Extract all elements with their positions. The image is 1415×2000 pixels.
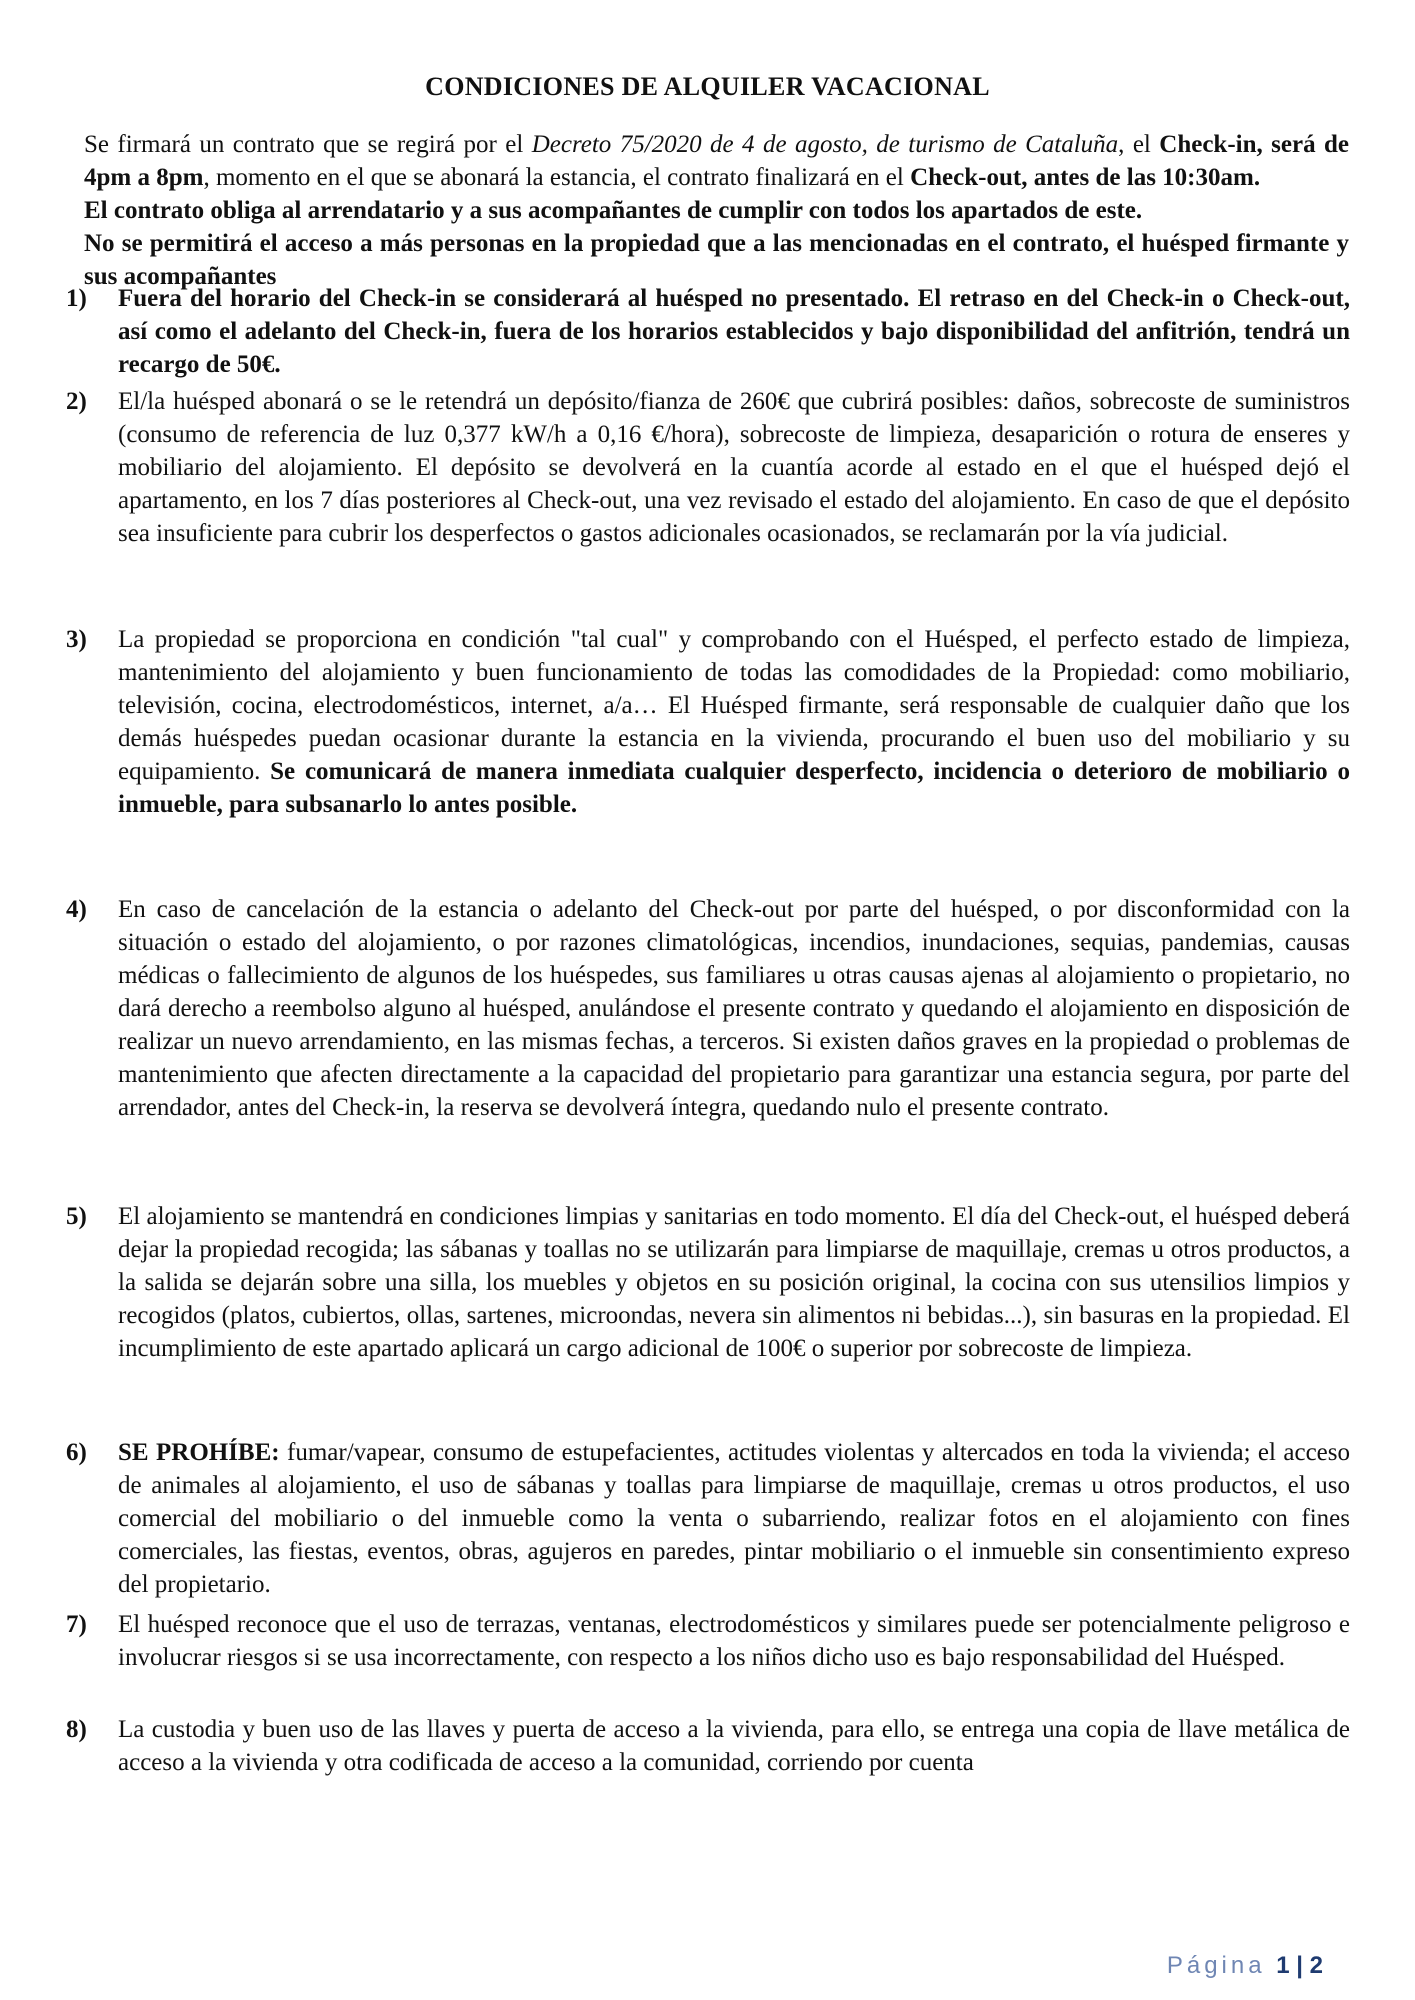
intro-access: No se permitirá el acceso a más personas en la propiedad que a las mencionadas en el contrato, el huésped firmante y sus acompañantes [84,230,1349,290]
intro-paragraph [84,128,1349,293]
intro-obligation: El contrato obliga al arrendatario y a sus acompañantes de cumplir con todos los apartados de este. [84,197,1143,224]
clause-bold-text: Se comunicará de manera inmediata cualquier desperfecto, incidencia o deterioro de mobiliario o inmueble, para subsanarlo lo antes posible. [118,758,1350,818]
clause-text [118,623,1350,821]
intro-line-1 [84,128,1349,194]
clause-bold-text: Fuera del horario del Check-in se considerará al huésped no presentado. El retraso en del Check-in o Check-out, así como el adelanto del Check-in, fuera de los horarios establecidos y bajo disponibilidad del anfitrión, tendrá un recargo de 50€. [118,285,1350,378]
clause-bold-lead: SE PROHÍBE: [118,1439,280,1466]
clause-text [118,1436,1350,1601]
intro-text: , el [1118,131,1160,158]
clause-number: 1) [66,285,87,312]
clause-number: 7) [66,1611,87,1638]
checkout-time: Check-out, antes de las 10:30am. [910,164,1261,191]
clause-text [118,282,1350,381]
clause-plain-text: fumar/vapear, consumo de estupefacientes, actitudes violentas y altercados en toda la vivienda; el acceso de animales al alojamiento, el uso de sábanas y toallas para limpiarse de maquillaje, cremas u otros productos, el uso comercial del mobiliario o del inmueble como la venta o subarriendo, realizar fotos en el alojamiento con fines comerciales, las fiestas, eventos, obras, agujeros en paredes, pintar mobiliario o el inmueble sin consentimiento expreso del propietario. [118,1439,1350,1598]
checkin-time: Check-in, será de 4pm a 8pm [84,131,1349,191]
clause-text: El huésped reconoce que el uso de terrazas, ventanas, electrodomésticos y similares puede ser potencialmente peligroso e involucrar riesgos si se usa incorrectamente, con respecto a los niños dicho uso es bajo responsabilidad del Huésped. [118,1611,1350,1671]
page-label: Página [1166,1952,1266,1979]
page-footer [1167,1952,1323,1980]
document-title: CONDICIONES DE ALQUILER VACACIONAL [425,72,990,101]
clause-number: 4) [66,896,87,923]
clause-text: El alojamiento se mantendrá en condiciones limpias y sanitarias en todo momento. El día del Check-out, el huésped deberá dejar la propiedad recogida; las sábanas y toallas no se utilizarán para limpiarse de maquillaje, cremas u otros productos, a la salida se dejarán sobre una silla, los muebles y objetos en su posición original, la cocina con sus utensilios limpios y recogidos (platos, cubiertos, ollas, sartenes, microondas, nevera sin alimentos ni bebidas...), sin basuras en la propiedad. El incumplimiento de este apartado aplicará un cargo adicional de 100€ o superior por sobrecoste de limpieza. [118,1203,1350,1362]
intro-text: , momento en el que se abonará la estancia, el contrato finalizará en el [203,164,911,191]
clause-number: 8) [66,1716,87,1743]
clause-number: 6) [66,1439,87,1466]
intro-text: Se firmará un contrato que se regirá por el [84,131,532,158]
clause-number: 3) [66,626,87,653]
clause-text: El/la huésped abonará o se le retendrá un depósito/fianza de 260€ que cubrirá posibles: daños, sobrecoste de suministros (consumo de referencia de luz 0,377 kW/h a 0,16 €/hora), sobrecoste de limpieza, desaparición o rotura de enseres y mobiliario del alojamiento. El depósito se devolverá en la cuantía acorde al estado en el que el huésped dejó el apartamento, en los 7 días posteriores al Check-out, una vez revisado el estado del alojamiento. En caso de que el depósito sea insuficiente para cubrir los desperfectos o gastos adicionales ocasionados, se reclamarán por la vía judicial. [118,388,1350,547]
clause-text: En caso de cancelación de la estancia o adelanto del Check-out por parte del huésped, o por disconformidad con la situación o estado del alojamiento, o por razones climatológicas, incendios, inundaciones, sequias, pandemias, causas médicas o fallecimiento de algunos de los huéspedes, sus familiares u otras causas ajenas al alojamiento o propietario, no dará derecho a reembolso alguno al huésped, anulándose el presente contrato y quedando el alojamiento en disposición de realizar un nuevo arrendamiento, en las mismas fechas, a terceros. Si existen daños graves en la propiedad o problemas de mantenimiento que afecten directamente a la capacidad del propietario para garantizar una estancia segura, por parte del arrendador, antes del Check-in, la reserva se devolverá íntegra, quedando nulo el presente contrato. [118,896,1350,1121]
clause-text: La custodia y buen uso de las llaves y puerta de acceso a la vivienda, para ello, se entrega una copia de llave metálica de acceso a la vivienda y otra codificada de acceso a la comunidad, corriendo por cuenta [118,1716,1350,1776]
clause-number: 2) [66,388,87,415]
law-reference: Decreto 75/2020 de 4 de agosto, de turismo de Cataluña [531,131,1119,158]
clause-plain-text: La propiedad se proporciona en condición "tal cual" y comprobando con el Huésped, el perfecto estado de limpieza, mantenimiento del alojamiento y buen funcionamiento de todas las comodidades de la Propiedad: como mobiliario, televisión, cocina, electrodomésticos, internet, a/a… El Huésped firmante, será responsable de cualquier daño que los demás huéspedes puedan ocasionar durante la estancia en la vivienda, procurando el buen uso del mobiliario y su equipamiento. [118,626,1350,785]
page-number: 1 | 2 [1276,1952,1323,1979]
clause-number: 5) [66,1203,87,1230]
